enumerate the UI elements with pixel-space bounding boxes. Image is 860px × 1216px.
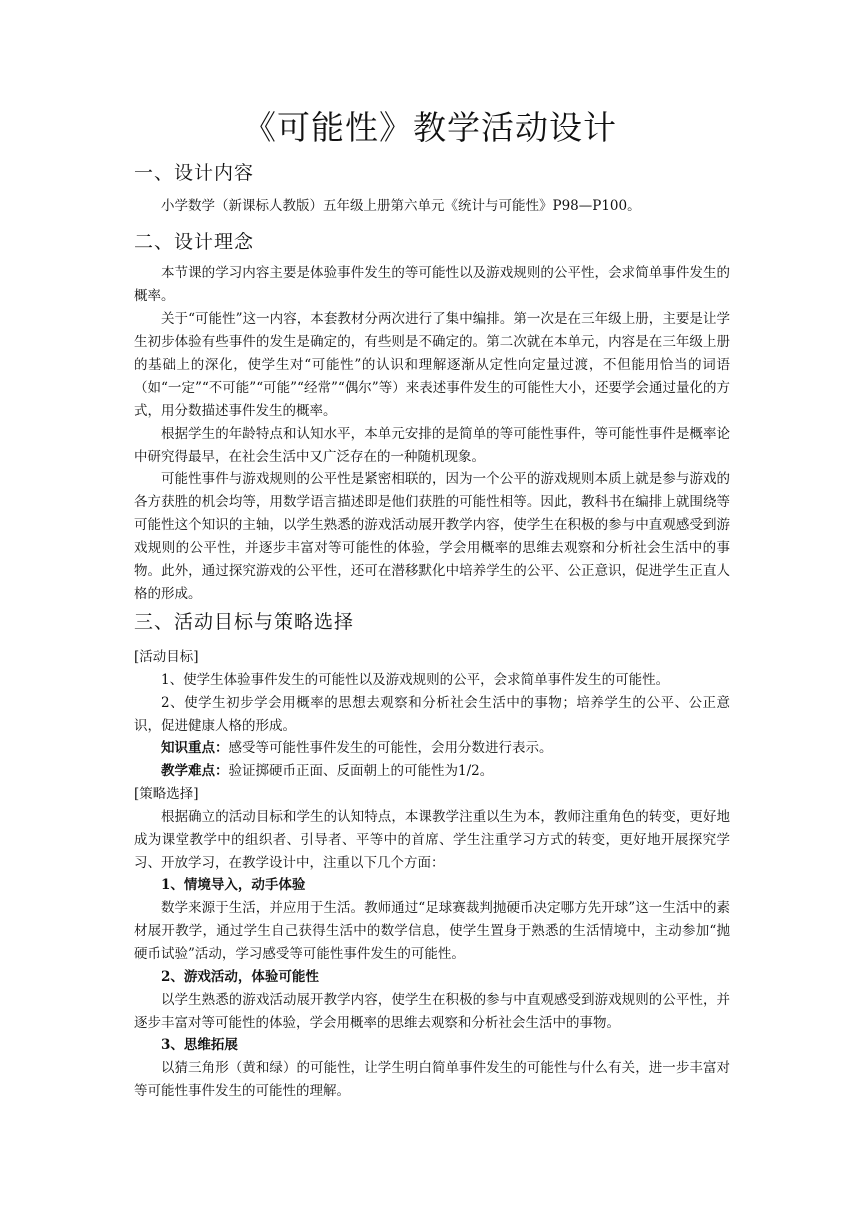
paragraph: 小学数学（新课标人教版）五年级上册第六单元《统计与可能性》P98—P100。 [161, 198, 641, 214]
key-point-label: 知识重点： [161, 740, 229, 756]
section-heading-design-philosophy: 二、设计理念 [134, 231, 255, 253]
difficulty-text: 验证掷硬币正面、反面朝上的可能性为1/2。 [228, 763, 494, 779]
key-point-line [134, 737, 757, 760]
strategy-point-heading: 1、情境导入，动手体验 [161, 877, 306, 893]
paragraph: 根据确立的活动目标和学生的认知特点，本课教学注重以生为本，教师注重角色的转变，更好地成为课堂教学中的组织者、引导者、平等中的首席、学生注重学习方式的转变，更好地开展探究学习、开放学习，在教学设计中，注重以下几个方面： [134, 809, 730, 871]
goals-label: [活动目标] [134, 649, 199, 665]
document-title: 《可能性》教学活动设计 [243, 108, 617, 147]
strategy-label: [策略选择] [134, 786, 199, 802]
paragraph: 关于“可能性”这一内容，本套教材分两次进行了集中编排。第一次是在三年级上册，主要是让学生初步体验有些事件的发生是确定的，有些则是不确定的。第二次就在本单元，内容是在三年级上册的基础上的深化，使学生对“可能性”的认识和理解逐渐从定性向定量过渡，不但能用恰当的词语（如“一定”“不可能”“可能”“经常”“偶尔”等）来表述事件发生的可能性大小，还要学会通过量化的方式，用分数描述事件发生的概率。 [134, 311, 730, 419]
strategy-point-heading: 2、游戏活动，体验可能性 [161, 969, 319, 985]
goal-item: 1、使学生体验事件发生的可能性以及游戏规则的公平，会求简单事件发生的可能性。 [161, 672, 670, 688]
paragraph: 以学生熟悉的游戏活动展开教学内容，使学生在积极的参与中直观感受到游戏规则的公平性，并逐步丰富对等可能性的体验，学会用概率的思维去观察和分析社会生活中的事物。 [134, 992, 730, 1031]
paragraph: 可能性事件与游戏规则的公平性是紧密相联的，因为一个公平的游戏规则本质上就是参与游戏的各方获胜的机会均等，用数学语言描述即是他们获胜的可能性相等。因此，教科书在编排上就围绕等可能性这个知识的主轴，以学生熟悉的游戏活动展开教学内容，使学生在积极的参与中直观感受到游戏规则的公平性，并逐步丰富对等可能性的体验，学会用概率的思维去观察和分析社会生活中的事物。此外，通过探究游戏的公平性，还可在潜移默化中培养学生的公平、公正意识，促进学生正直人格的形成。 [134, 471, 730, 602]
paragraph: 本节课的学习内容主要是体验事件发生的等可能性以及游戏规则的公平性，会求简单事件发生的概率。 [134, 265, 730, 304]
paragraph: 数学来源于生活，并应用于生活。教师通过“足球赛裁判抛硬币决定哪方先开球”这一生活中的素材展开教学，通过学生自己获得生活中的数学信息，使学生置身于熟悉的生活情境中，主动参加“抛硬币试验”活动，学习感受等可能性事件发生的可能性。 [134, 900, 730, 962]
key-point-text: 感受等可能性事件发生的可能性，会用分数进行表示。 [228, 740, 553, 756]
difficulty-label: 教学难点： [161, 763, 229, 779]
paragraph: 以猜三角形（黄和绿）的可能性，让学生明白简单事件发生的可能性与什么有关，进一步丰富对等可能性事件发生的可能性的理解。 [134, 1060, 730, 1099]
strategy-point-heading: 3、思维拓展 [161, 1037, 238, 1053]
section-heading-goals-strategy: 三、活动目标与策略选择 [134, 611, 355, 633]
section-heading-design-content: 一、设计内容 [134, 162, 255, 184]
paragraph: 根据学生的年龄特点和认知水平，本单元安排的是简单的等可能性事件，等可能性事件是概率论中研究得最早，在社会生活中又广泛存在的一种随机现象。 [134, 426, 730, 465]
goal-item: 2、使学生初步学会用概率的思想去观察和分析社会生活中的事物；培养学生的公平、公正意识，促进健康人格的形成。 [134, 695, 730, 734]
difficulty-line [134, 760, 757, 783]
